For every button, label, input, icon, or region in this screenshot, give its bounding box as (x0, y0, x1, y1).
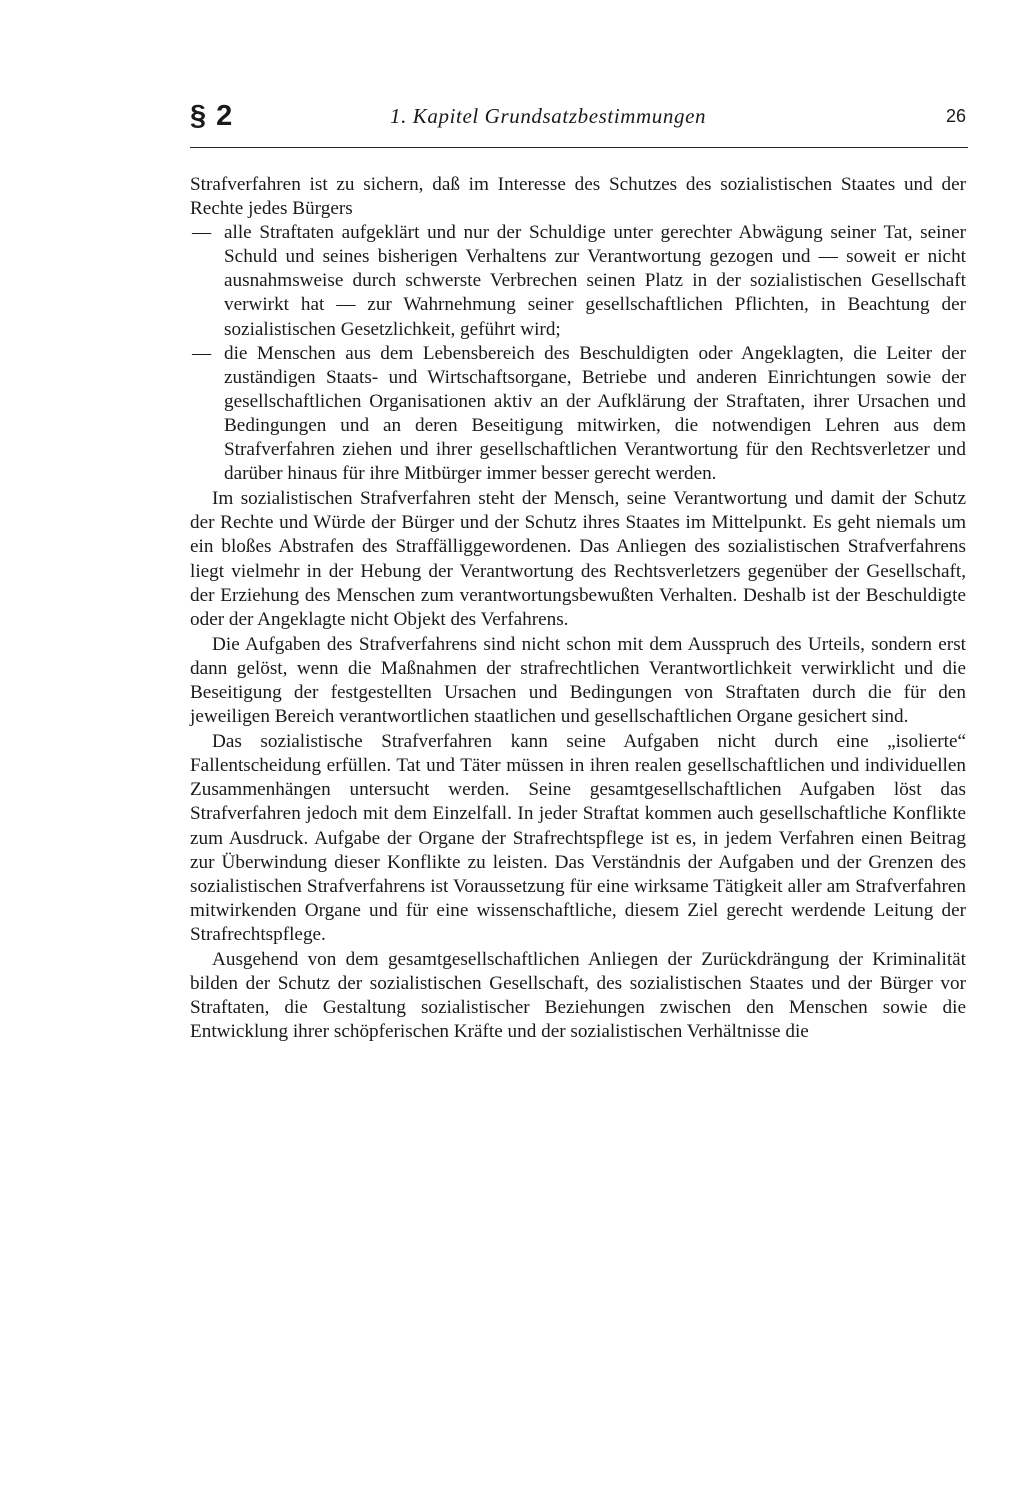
paragraph: Im sozialistischen Strafverfahren steht der Mensch, seine Verantwortung und damit der Schutz der Rechte und Würde der Bürger und der Schutz ihres Staates im Mittelpunkt. Es geht niemals um ein bloßes Abstrafen des Straffälliggewordenen. Das Anliegen des sozialistischen Strafverfahrens liegt vielmehr in der Hebung der Verantwortung des Rechtsverletzers gegenüber der Gesellschaft, der Erziehung des Menschen zum verantwortungsbewußten Verhalten. Deshalb ist der Beschuldigte oder der Angeklagte nicht Objekt des Verfahrens. (190, 488, 966, 630)
chapter-title: 1. Kapitel Grundsatzbestimmungen (390, 104, 707, 128)
bullet-text: alle Straftaten aufgeklärt und nur der Schuldige unter gerechter Abwägung seiner Tat, seiner Schuld und seines bisherigen Verhaltens zur Verantwortung gezogen und — soweit er nicht ausnahmsweise durch schwerste Verbrechen seinen Platz in der sozialistischen Gesellschaft verwirkt hat — zur Wahrnehmung seiner gesellschaftlichen Pflichten, in Beachtung der sozialistischen Gesetzlichkeit, geführt wird; (224, 222, 966, 340)
page-header (190, 98, 968, 144)
section-number: § 2 (190, 100, 234, 132)
intro-paragraph: Strafverfahren ist zu sichern, daß im Interesse des Schutzes des sozialistischen Staates und der Rechte jedes Bürgers (190, 174, 966, 220)
body-text (190, 173, 966, 1044)
bullet-text: die Menschen aus dem Lebensbereich des Beschuldigten oder Angeklagten, die Leiter der zuständigen Staats- und Wirtschaftsorgane, Betriebe und anderen Einrichtungen sowie der gesellschaftlichen Organisationen aktiv an der Aufklärung der Straftaten, ihrer Ursachen und Bedingungen und an deren Beseitigung mitwirken, die notwendigen Lehren aus dem Strafverfahren ziehen und ihrer gesellschaftlichen Verantwortung für den Rechtsverletzer und darüber hinaus für ihre Mitbürger immer besser gerecht werden. (224, 342, 966, 485)
bullet-dash: — (192, 222, 212, 244)
bullet-dash: — (192, 342, 212, 364)
bullet-item (190, 221, 966, 341)
page-number: 26 (945, 106, 966, 126)
paragraph: Ausgehend von dem gesamtgesellschaftlichen Anliegen der Zurückdrängung der Kriminalität bilden der Schutz der sozialistischen Gesellschaft, des sozialistischen Staates und der Bürger vor Straftaten, die Gestaltung sozialistischer Beziehungen zwischen den Menschen sowie die Entwicklung ihrer schöpferischen Kräfte und der sozialistischen Verhältnisse die (190, 949, 966, 1043)
paragraph: Das sozialistische Strafverfahren kann seine Aufgaben nicht durch eine „isolierte“ Fallentscheidung erfüllen. Tat und Täter müssen in ihren realen gesellschaftlichen und individuellen Zusammenhängen untersucht werden. Seine gesamtgesellschaftlichen Aufgaben löst das Strafverfahren jedoch mit dem Einzelfall. In jeder Straftat kommen auch gesellschaftliche Konflikte zum Ausdruck. Aufgabe der Organe der Strafrechtspflege ist es, in jedem Verfahren einen Beitrag zur Überwindung dieser Konflikte zu leisten. Das Verständnis der Aufgaben und der Grenzen des sozialistischen Strafverfahrens ist Voraussetzung für eine wirksame Tätigkeit aller am Strafverfahren mitwirkenden Organe und für eine wissenschaftliche, diesem Ziel gerecht werdende Leitung der Strafrechtspflege. (190, 731, 966, 945)
paragraph: Die Aufgaben des Strafverfahrens sind nicht schon mit dem Ausspruch des Urteils, sondern erst dann gelöst, wenn die Maßnahmen der strafrechtlichen Verantwortlichkeit verwirklicht und die Beseitigung der festgestellten Ursachen und Bedingungen von Straftaten durch die für den jeweiligen Bereich verantwortlichen staatlichen und gesellschaftlichen Organe gesichert sind. (190, 633, 966, 728)
header-rule (190, 147, 968, 148)
bullet-item (190, 342, 966, 487)
